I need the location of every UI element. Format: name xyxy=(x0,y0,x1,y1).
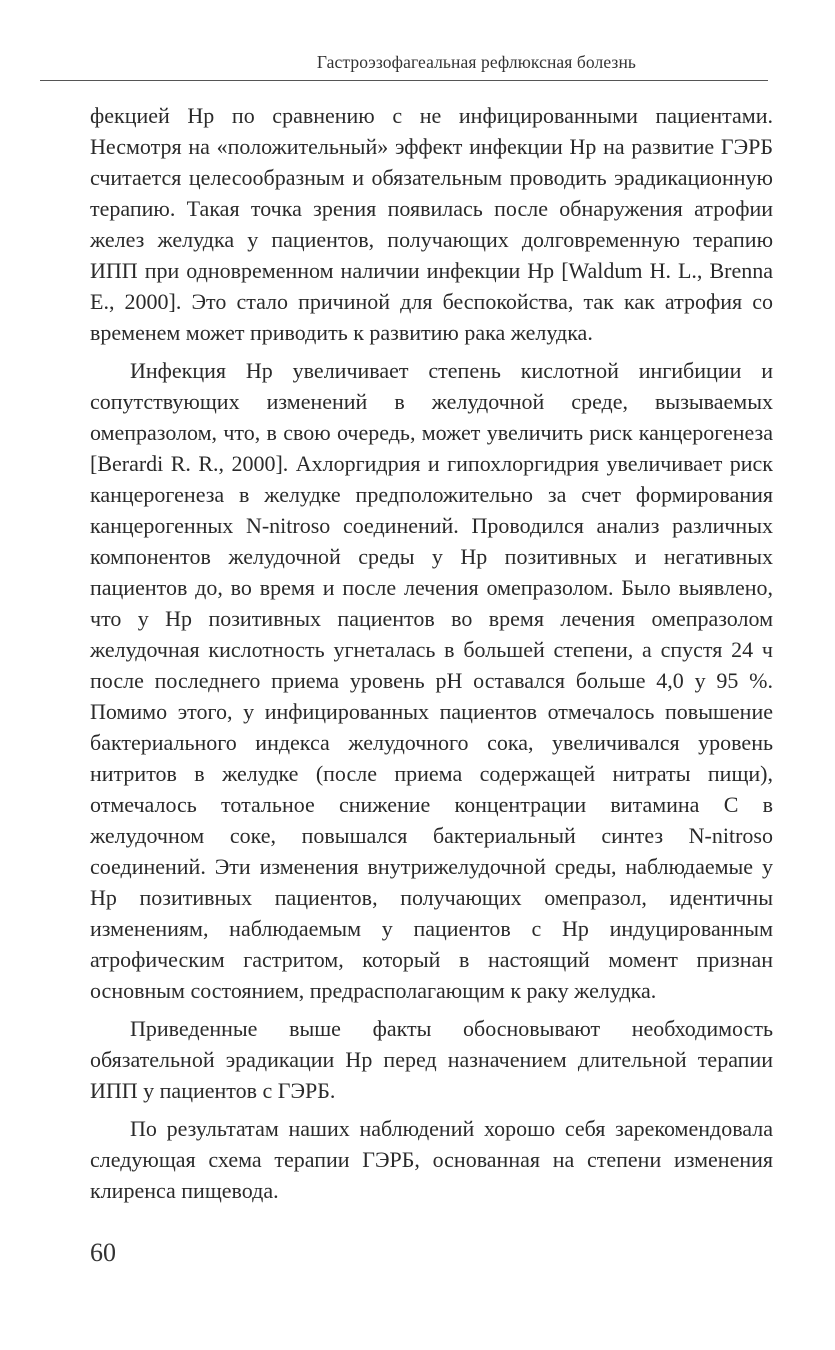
running-header xyxy=(40,52,768,81)
running-head-title: Гастроэзофагеальная рефлюксная болезнь xyxy=(316,52,636,72)
paragraph: Инфекция Нр увеличивает степень кислотной ингибиции и сопутствующих изменений в желудочной среде, вызываемых омепразолом, что, в свою очередь, может увеличить риск канцерогенеза [Berardi R. R., 2000]. Ахлоргидрия и гипохлоргидрия увеличивает риск канцерогенеза в желудке предположительно за счет формирования канцерогенных N-nitroso соединений. Проводился анализ различных компонентов желудочной среды у Нр позитивных и негативных пациентов до, во время и после лечения омепразолом. Было выявлено, что у Нр позитивных пациентов во время лечения омепразолом желудочная кислотность угнеталась в большей степени, а спустя 24 ч после последнего приема уровень pH оставался больше 4,0 у 95 %. Помимо этого, у инфицированных пациентов отмечалось повышение бактериального индекса желудочного сока, увеличивался уровень нитритов в желудке (после приема содержащей нитраты пищи), отмечалось тотальное снижение концентрации витамина С в желудочном соке, повышался бактериальный синтез N-nitroso соединений. Эти изменения внутрижелудочной среды, наблюдаемые у Нр позитивных пациентов, получающих омепразол, идентичны изменениям, наблюдаемым у пациентов с Нр индуцированным атрофическим гастритом, который в настоящий момент признан основным состоянием, предрасполагающим к раку желудка. xyxy=(90,358,773,1003)
paragraph: По результатам наших наблюдений хорошо себя зарекомендовала следующая схема терапии ГЭРБ, основанная на степени изменения клиренса пищевода. xyxy=(90,1116,773,1203)
paragraph: фекцией Нр по сравнению с не инфицированными пациентами. Несмотря на «положительный» эффект инфекции Нр на развитие ГЭРБ считается целесообразным и обязательным проводить эрадикационную терапию. Такая точка зрения появилась после обнаружения атрофии желез желудка у пациентов, получающих долговременную терапию ИПП при одновременном наличии инфекции Нр [Waldum H. L., Brenna E., 2000]. Это стало причиной для беспокойства, так как атрофия со временем может приводить к развитию рака желудка. xyxy=(90,103,773,345)
body-text xyxy=(90,100,773,1213)
paragraph: Приведенные выше факты обосновывают необходимость обязательной эрадикации Нр перед назначением длительной терапии ИПП у пациентов с ГЭРБ. xyxy=(90,1016,773,1103)
page-number: 60 xyxy=(90,1238,116,1267)
